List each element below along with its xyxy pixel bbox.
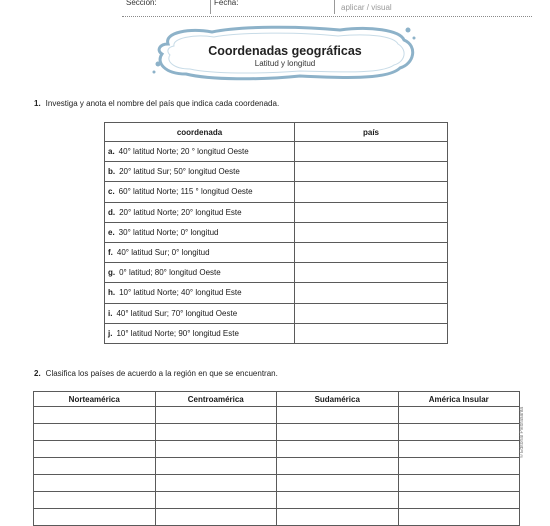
answer-cell[interactable]	[295, 222, 448, 242]
norteamerica-header: Norteamérica	[34, 392, 156, 407]
answer-cell[interactable]	[295, 242, 448, 262]
answer-cell[interactable]	[277, 458, 399, 475]
fecha-label: Fecha:	[214, 0, 239, 7]
coordinate-text: 10° latitud Norte; 40° longitud Este	[119, 288, 242, 298]
answer-cell[interactable]	[295, 162, 448, 182]
answer-cell[interactable]	[155, 424, 277, 441]
coordinate-text: 20° latitud Norte; 20° longitud Este	[119, 207, 242, 217]
answer-cell[interactable]	[295, 263, 448, 283]
answer-cell[interactable]	[398, 407, 520, 424]
table-row	[105, 303, 448, 323]
answer-cell[interactable]	[155, 509, 277, 526]
row-letter: b.	[108, 167, 116, 177]
answer-cell[interactable]	[277, 407, 399, 424]
answer-cell[interactable]	[295, 202, 448, 222]
answer-cell[interactable]	[295, 142, 448, 162]
table-header-row	[105, 123, 448, 142]
row-letter: d.	[108, 207, 116, 217]
coordinate-text: 40° latitud Norte; 20 ° longitud Oeste	[118, 147, 249, 157]
regions-table	[33, 391, 520, 526]
row-letter: j.	[108, 328, 113, 338]
page-title: Coordenadas geográficas	[208, 44, 362, 58]
row-letter: f.	[108, 248, 113, 258]
answer-cell[interactable]	[155, 407, 277, 424]
seccion-label: Sección:	[126, 0, 157, 7]
america-insular-header: América Insular	[398, 392, 520, 407]
table-row	[105, 142, 448, 162]
answer-cell[interactable]	[277, 509, 399, 526]
table-row	[34, 407, 520, 424]
page-subtitle: Latitud y longitud	[254, 59, 316, 68]
coordinate-cell	[105, 182, 295, 202]
coordenada-header: coordenada	[105, 123, 295, 142]
coordinate-cell	[105, 323, 295, 343]
question-2	[34, 369, 278, 378]
answer-cell[interactable]	[34, 441, 156, 458]
answer-cell[interactable]	[34, 475, 156, 492]
answer-cell[interactable]	[277, 441, 399, 458]
row-letter: h.	[108, 288, 116, 298]
table-row	[34, 424, 520, 441]
answer-cell[interactable]	[295, 303, 448, 323]
table-row	[34, 458, 520, 475]
answer-cell[interactable]	[398, 475, 520, 492]
answer-cell[interactable]	[34, 492, 156, 509]
copyright-side-text: © Editorial Piedrasanta	[519, 406, 525, 458]
answer-cell[interactable]	[34, 407, 156, 424]
coordinate-text: 40° latitud Sur; 0° longitud	[116, 248, 210, 258]
answer-cell[interactable]	[155, 492, 277, 509]
answer-cell[interactable]	[398, 509, 520, 526]
answer-cell[interactable]	[34, 458, 156, 475]
answer-cell[interactable]	[398, 441, 520, 458]
answer-cell[interactable]	[155, 441, 277, 458]
pais-header: país	[295, 123, 448, 142]
coordinate-cell	[105, 263, 295, 283]
sudamerica-header: Sudamérica	[277, 392, 399, 407]
question-1	[34, 99, 279, 108]
question-number: 1.	[34, 99, 41, 108]
coordinate-text: 60° latitud Norte; 115 ° longitud Oeste	[118, 187, 253, 197]
table-row	[34, 475, 520, 492]
answer-cell[interactable]	[295, 182, 448, 202]
question-text: Clasifica los países de acuerdo a la región en que se encuentran.	[45, 369, 278, 378]
table-row	[105, 283, 448, 303]
coordinates-table	[104, 122, 448, 344]
coordinate-text: 40° latitud Sur; 70° longitud Oeste	[116, 308, 238, 318]
table-row	[105, 222, 448, 242]
question-number: 2.	[34, 369, 41, 378]
table-row	[105, 162, 448, 182]
header-dotted-line	[122, 16, 532, 17]
coordinate-text: 30° latitud Norte; 0° longitud	[118, 227, 219, 237]
answer-cell[interactable]	[295, 283, 448, 303]
answer-cell[interactable]	[34, 509, 156, 526]
row-letter: g.	[108, 268, 116, 278]
centroamerica-header: Centroamérica	[155, 392, 277, 407]
table-row	[105, 323, 448, 343]
answer-cell[interactable]	[398, 492, 520, 509]
worksheet-header	[0, 0, 550, 20]
answer-cell[interactable]	[398, 424, 520, 441]
row-letter: e.	[108, 227, 115, 237]
header-divider	[210, 0, 211, 14]
skill-text: aplicar / visual	[341, 3, 392, 12]
coordinate-cell	[105, 283, 295, 303]
coordinate-cell	[105, 222, 295, 242]
coordinate-text: 0° latitud; 80° longitud Oeste	[119, 268, 221, 278]
answer-cell[interactable]	[277, 492, 399, 509]
table-row	[105, 263, 448, 283]
answer-cell[interactable]	[277, 424, 399, 441]
table-row	[34, 509, 520, 526]
table-row	[105, 202, 448, 222]
answer-cell[interactable]	[155, 458, 277, 475]
answer-cell[interactable]	[34, 424, 156, 441]
table-row	[105, 242, 448, 262]
coordinate-cell	[105, 303, 295, 323]
coordinate-cell	[105, 142, 295, 162]
row-letter: a.	[108, 147, 115, 157]
title-cloud	[150, 24, 420, 82]
table-header-row	[34, 392, 520, 407]
coordinate-text: 10° latitud Norte; 90° longitud Este	[116, 328, 239, 338]
answer-cell[interactable]	[295, 323, 448, 343]
table-row	[34, 492, 520, 509]
table-row	[105, 182, 448, 202]
coordinate-cell	[105, 162, 295, 182]
row-letter: c.	[108, 187, 115, 197]
header-divider	[334, 0, 335, 14]
answer-cell[interactable]	[398, 458, 520, 475]
table-row	[34, 441, 520, 458]
row-letter: i.	[108, 308, 113, 318]
question-text: Investiga y anota el nombre del país que indica cada coordenada.	[45, 99, 280, 108]
answer-cell[interactable]	[155, 475, 277, 492]
coordinate-text: 20° latitud Sur; 50° longitud Oeste	[119, 167, 240, 177]
answer-cell[interactable]	[277, 475, 399, 492]
coordinate-cell	[105, 202, 295, 222]
coordinate-cell	[105, 242, 295, 262]
